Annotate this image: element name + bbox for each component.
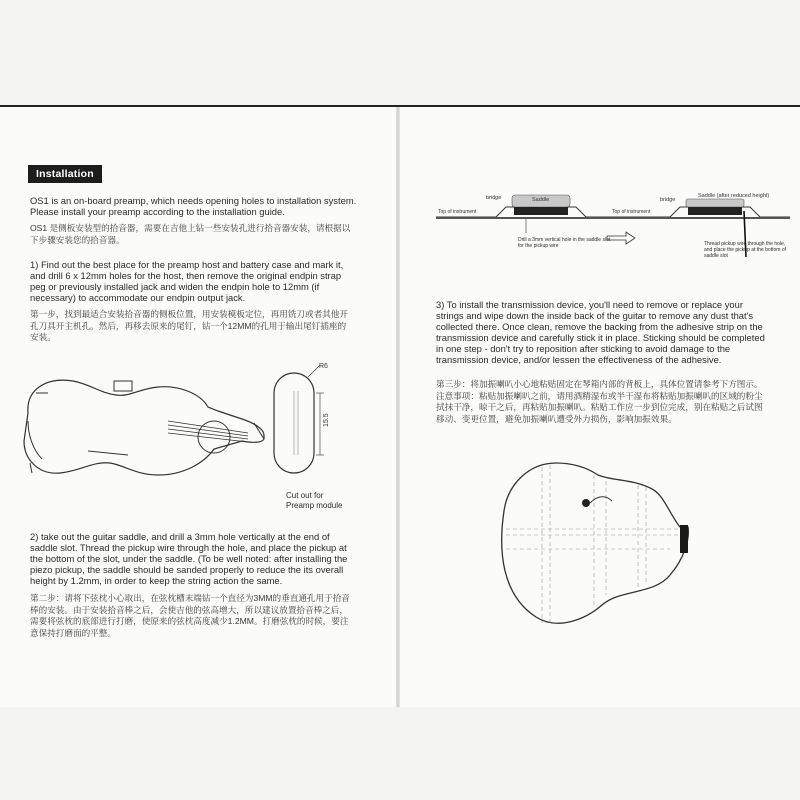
intro-chinese: OS1 是侧板安装型的拾音器，需要在吉他上钻一些安装孔进行拾音器安装，请根据以 下步骤安装您的拾音器。 [30, 223, 351, 245]
step1-english: 1) Find out the best place for the preamp host and battery case and mark it, and drill 6 x 12mm holes for the host, then remove the original endpin strap peg or previously installed jack and widen the endpin hole to 12mm (if necessary) to accommodate our endpin output jack. [30, 259, 344, 303]
template-caption: Cut out for Preamp module [286, 491, 343, 510]
step3-english: 3) To install the transmission device, you'll need to remove or replace your strings and wipe down the inside back of the guitar to remove any dust that's collected there. Once clean, remove the backing from the adhesive strip on the transmission device and carefully stick it in place. Sticking should be completed in one step - don't try to reposition after sticking to avoid damage to the transmission device, and/or lessen the effectiveness of the adhesive. [436, 299, 765, 365]
guitar-back-illustration [494, 455, 704, 635]
label-top-after: Top of instrument [612, 209, 651, 215]
label-top-before: Top of instrument [438, 209, 477, 215]
note-before: Drill a 3mm vertical hole in the saddle slot for the pickup wire [518, 237, 611, 249]
note-after: Thread pickup wire through the hole, and place the pickup at the bottom of saddle slot [704, 241, 786, 259]
booklet-spread [0, 105, 800, 707]
label-bridge-before: bridge [486, 195, 502, 201]
preamp-cutout-template [262, 363, 372, 493]
step2-english: 2) take out the guitar saddle, and drill a 3mm hole vertically at the end of saddle slot. Thread the pickup wire through the hole, and place the pickup at the bottom of the slot, under the saddle. (To be well noted: after installing the piezo pickup, the saddle should be sanded properly to reduce the its overall height by 1.2mm, in order to keep the string action the same. [30, 531, 348, 586]
template-height-label: 15.5 [323, 413, 330, 427]
step3-chinese: 第三步：将加振喇叭小心地粘贴固定在琴箱内部的背板上，具体位置请参考下方图示。 注意事项：粘贴加振喇叭之前，请用酒精湿布或半干湿布将粘贴加振喇叭的区域的粉尘 拭抹干净，晾干之后，再粘贴加振喇叭。粘贴工作应一步到位完成，别在粘贴之后试图 移动、变更位置，避免加振喇叭遭受外力损伤，影响加振效果。 [436, 379, 763, 424]
intro-english: OS1 is an on-board preamp, which needs opening holes to installation system. Please install your preamp according to the installation guide. [30, 195, 357, 217]
template-radius-label: R6 [319, 363, 328, 370]
guitar-side-illustration [18, 363, 266, 487]
label-bridge-after: bridge [660, 197, 676, 203]
left-page [0, 107, 398, 707]
step2-chinese: 第二步：请将下弦枕小心取出，在弦枕槽末端钻一个直径为3MM的垂直通孔用于拾音 棒的安装。由于安装拾音棒之后，会使吉他的弦高增大，所以建议放置拾音棒之后， 需要将弦枕的底部进行打磨，使原来的弦枕高度减少1.2MM。打磨弦枕的时候，要注 意保持打磨面的平整。 [30, 593, 350, 638]
label-saddle-after: Saddle (after reduced height) [698, 193, 770, 199]
right-page [398, 107, 800, 707]
label-saddle-before: Saddle [532, 197, 550, 203]
section-title-badge: Installation [28, 165, 102, 183]
step1-chinese: 第一步，找到最适合安装拾音器的侧板位置，用安装模板定位，再用铣刀或者其他开 孔刀具开主机孔。然后，再移去原来的尾钉，钻一个12MM的孔用于输出尾钉插座的 安装。 [30, 309, 348, 342]
